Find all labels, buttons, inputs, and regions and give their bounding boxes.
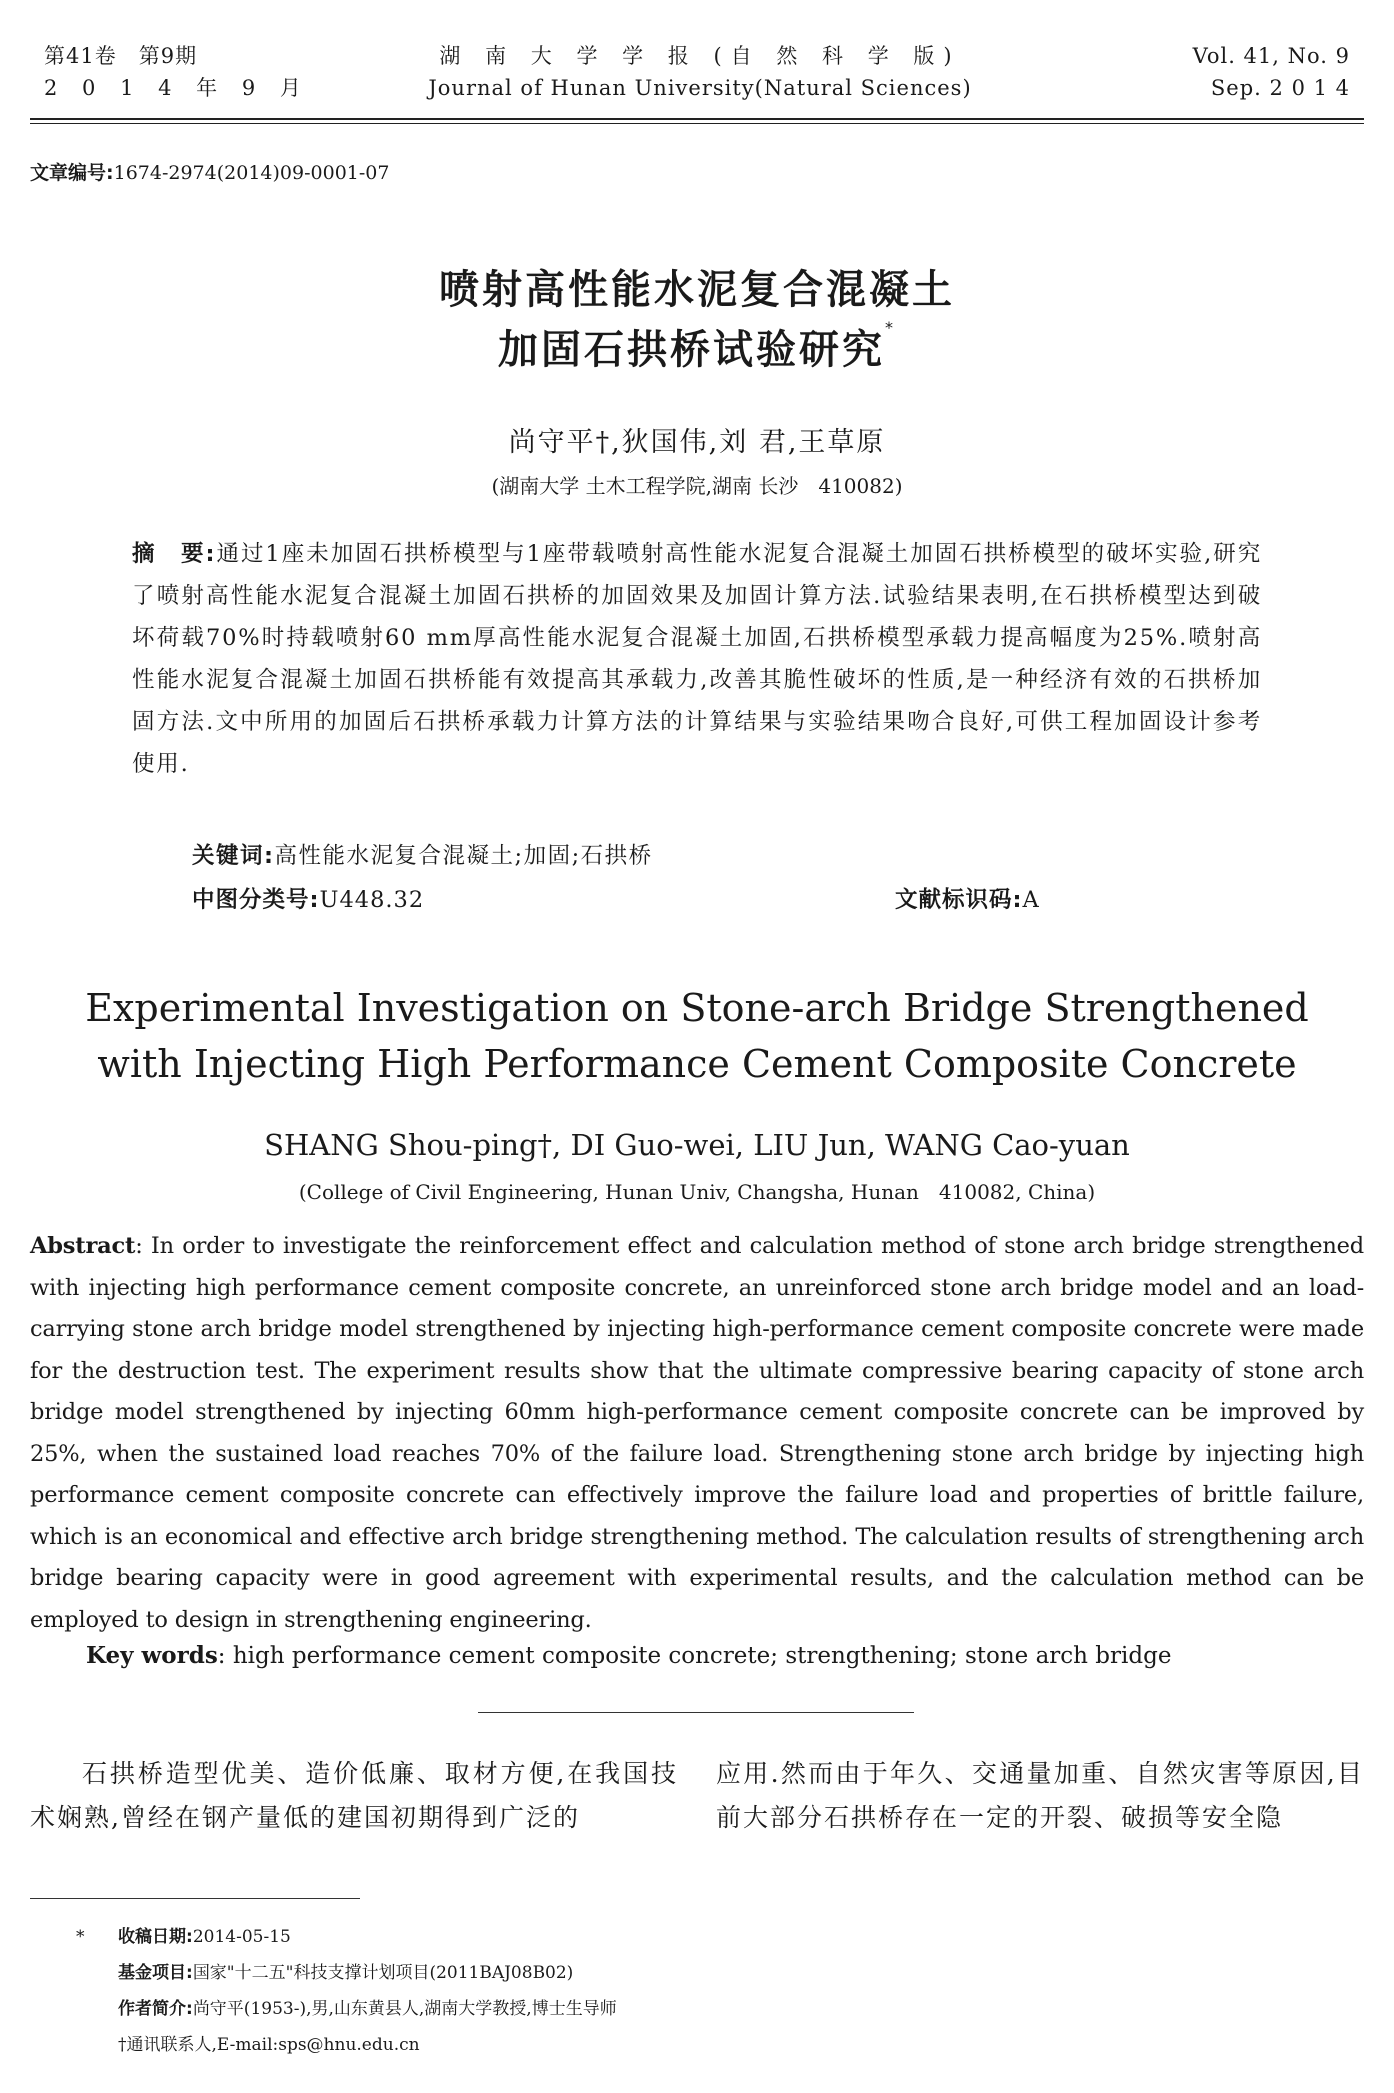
cn-document-code-label: 文献标识码: [895,887,1023,913]
cn-classification [192,882,424,914]
header-rule-thick [30,118,1364,120]
cn-abstract [132,533,1262,785]
volume-issue: 第41卷 第9期 [44,44,198,68]
journal-volume-info [44,40,310,104]
cn-keywords-text: 高性能水泥复合混凝土;加固;石拱桥 [274,843,653,869]
body-column-left: 石拱桥造型优美、造价低廉、取材方便,在我国技术娴熟,曾经在钢产量低的建国初期得到广泛的 [30,1759,678,1832]
en-abstract-label: Abstract [30,1233,136,1259]
footnote-fund [118,1958,573,1983]
received-date: 2014-05-15 [192,1927,291,1947]
footnote-mark: * [76,1927,85,1947]
article-number-value: 1674-2974(2014)09-0001-07 [113,162,390,184]
cn-classification-label: 中图分类号: [192,887,320,913]
en-abstract [30,1226,1364,1641]
cn-title-line2-text: 加固石拱桥试验研究 [498,327,885,373]
fund-text: 国家"十二五"科技支撑计划项目(2011BAJ08B02) [192,1963,574,1983]
footnote-author [118,1994,617,2019]
contact-text: 通讯联系人,E-mail:sps@hnu.edu.cn [126,2035,420,2055]
article-number-label: 文章编号: [30,162,114,184]
en-keywords [86,1642,1171,1669]
en-title-line1: Experimental Investigation on Stone-arch Bridge Strengthened [85,986,1309,1030]
cn-title-line2 [0,318,1394,375]
footnote-contact [118,2030,420,2055]
en-abstract-text: : In order to investigate the reinforcement effect and calculation method of stone arch bridge strengthened with injecting high performance cement composite concrete, an unreinforced stone arch bridge model and an load-carrying stone arch bridge model strengthened by injecting high-performance cement composite concrete were made for the destruction test. The experiment results show that the ultimate compressive bearing capacity of stone arch bridge model strengthened by injecting 60mm high-performance cement composite concrete can be improved by 25%, when the sustained load reaches 70% of the failure load. Strengthening stone arch bridge by injecting high performance cement composite concrete can effectively improve the failure load and properties of brittle failure, which is an economical and effective arch bridge strengthening method. The calculation results of strengthening arch bridge bearing capacity were in good agreement with experimental results, and the calculation method can be employed to design in strengthening engineering. [30,1233,1364,1633]
cn-authors: 尚守平†,狄国伟,刘 君,王草原 [508,427,886,458]
body-column-right: 应用.然而由于年久、交通量加重、自然灾害等原因,目前大部分石拱桥存在一定的开裂、破损等安全隐 [716,1759,1364,1832]
author-label: 作者简介: [118,1999,193,2019]
en-title-line2: with Injecting High Performance Cement Composite Concrete [97,1042,1297,1086]
cn-abstract-text: 通过1座未加固石拱桥模型与1座带载喷射高性能水泥复合混凝土加固石拱桥模型的破坏实验,研究了喷射高性能水泥复合混凝土加固石拱桥的加固效果及加固计算方法.试验结果表明,在石拱桥模型达到破坏荷载70%时持载喷射60 mm厚高性能水泥复合混凝土加固,石拱桥模型承载力提高幅度为25%.喷射高性能水泥复合混凝土加固石拱桥能有效提高其承载力,改善其脆性破坏的性质,是一种经济有效的石拱桥加固方法.文中所用的加固后石拱桥承载力计算方法的计算结果与实验结果吻合良好,可供工程加固设计参考使用. [132,541,1262,777]
cn-title-line1: 喷射高性能水泥复合混凝土 [439,267,955,313]
footnote-received [76,1922,291,1947]
cn-title-footnote-mark: * [885,318,896,337]
cn-affiliation: (湖南大学 土木工程学院,湖南 长沙 410082) [491,474,903,498]
issue-date: 2 0 1 4 年 9 月 [44,76,310,100]
journal-volume-info-en [1193,40,1350,104]
contact-mark: † [118,2035,127,2055]
journal-name-cn: 湖 南 大 学 学 报 (自 然 科 学 版) [439,44,961,68]
en-affiliation: (College of Civil Engineering, Hunan Univ, Changsha, Hunan 410082, China) [298,1180,1096,1204]
cn-document-code-text: A [1022,887,1040,913]
issue-date-en: Sep. 2 0 1 4 [1210,76,1350,100]
received-label: 收稿日期: [118,1927,193,1947]
header-rule-thin [30,123,1364,124]
footnote-rule [30,1898,360,1899]
cn-abstract-label: 摘 要: [132,541,217,567]
cn-document-code [895,882,1040,914]
cn-classification-text: U448.32 [319,887,425,913]
fund-label: 基金项目: [118,1963,193,1983]
en-keywords-text: : high performance cement composite concrete; strengthening; stone arch bridge [217,1643,1172,1669]
en-keywords-label: Key words [86,1642,218,1669]
author-text: 尚守平(1953-),男,山东黄县人,湖南大学教授,博士生导师 [192,1999,617,2019]
section-separator [478,1712,914,1713]
journal-name-en: Journal of Hunan University(Natural Sciences) [428,76,972,100]
en-authors: SHANG Shou-ping†, DI Guo-wei, LIU Jun, WANG Cao-yuan [264,1128,1130,1162]
cn-keywords-label: 关键词: [192,843,275,869]
journal-name [360,40,1040,104]
article-number [30,158,389,185]
cn-keywords [192,838,653,870]
volume-issue-en: Vol. 41, No. 9 [1192,44,1350,68]
